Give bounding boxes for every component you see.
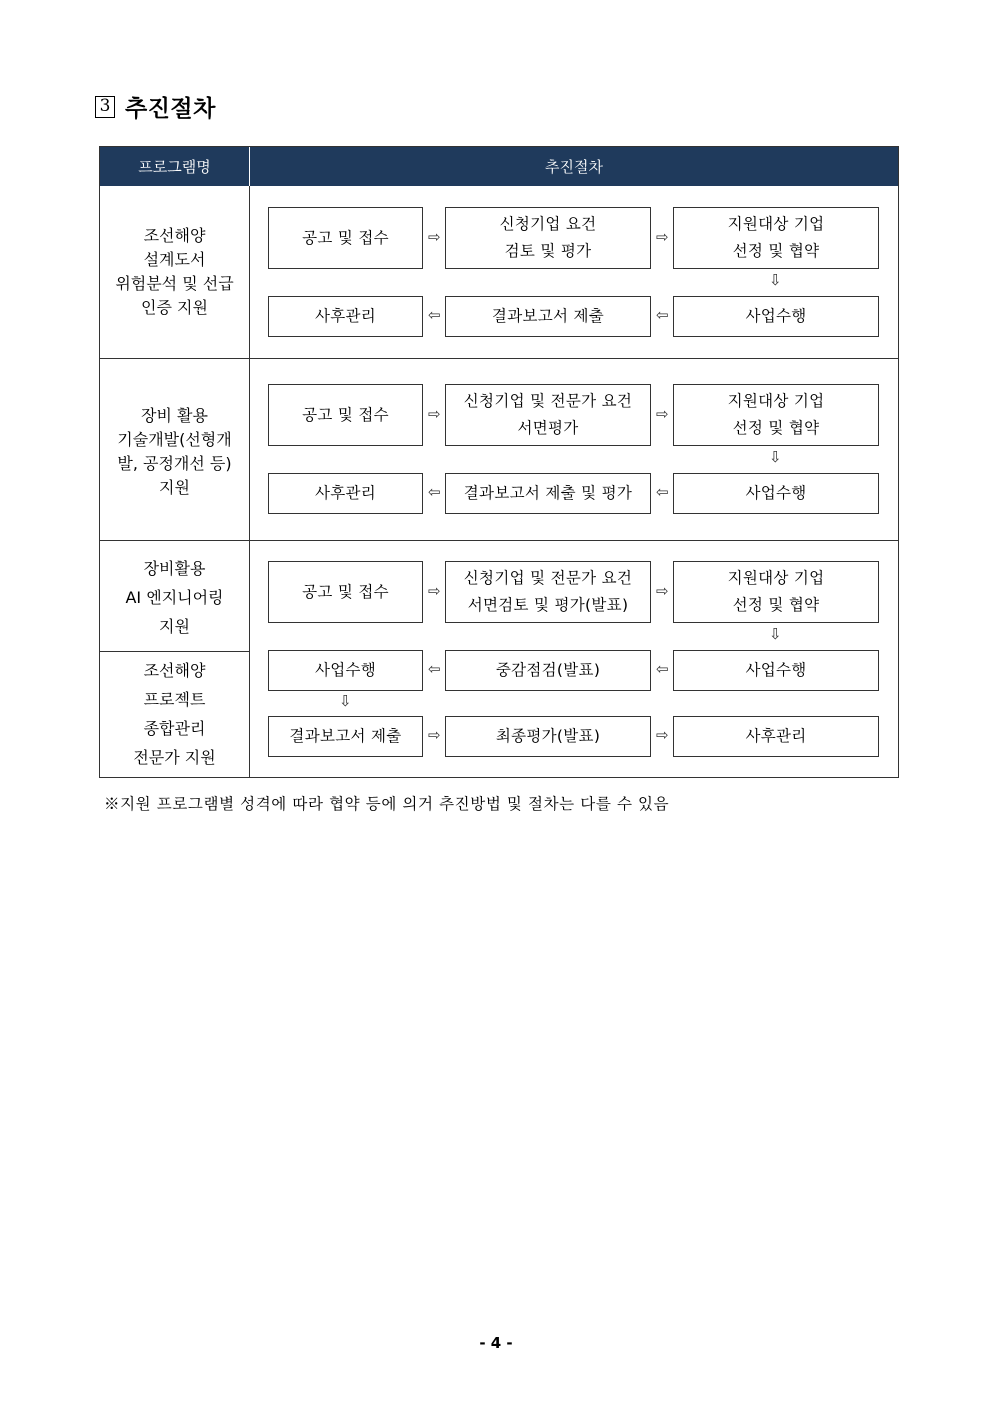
arrow-left-icon: ⇦ xyxy=(428,483,441,501)
step-box: 사업수행 xyxy=(673,296,879,337)
step-box: 지원대상 기업 선정 및 협약 xyxy=(673,207,879,269)
arrow-right-icon: ⇨ xyxy=(656,582,669,600)
step-box: 사업수행 xyxy=(673,473,879,514)
step-box: 공고 및 접수 xyxy=(268,561,423,623)
step-box: 중감점검(발표) xyxy=(445,650,651,691)
step-box: 지원대상 기업 선정 및 협약 xyxy=(673,384,879,446)
step-box: 신청기업 및 전문가 요건 서면검토 및 평가(발표) xyxy=(445,561,651,623)
header-procedure: 추진절차 xyxy=(545,158,603,176)
arrow-down-icon: ⇩ xyxy=(769,271,782,289)
step-box: 사후관리 xyxy=(673,716,879,757)
arrow-right-icon: ⇨ xyxy=(428,582,441,600)
step-box: 사업수행 xyxy=(268,650,423,691)
arrow-right-icon: ⇨ xyxy=(656,726,669,744)
arrow-down-icon: ⇩ xyxy=(769,625,782,643)
arrow-left-icon: ⇦ xyxy=(656,660,669,678)
program-name-4: 조선해양 프로젝트 종합관리 전문가 지원 xyxy=(133,661,216,767)
step-box: 공고 및 접수 xyxy=(268,207,423,269)
arrow-right-icon: ⇨ xyxy=(428,405,441,423)
step-box: 사후관리 xyxy=(268,296,423,337)
arrow-left-icon: ⇦ xyxy=(656,306,669,324)
arrow-right-icon: ⇨ xyxy=(656,228,669,246)
row-divider xyxy=(100,358,898,359)
row-divider xyxy=(100,651,249,652)
step-box: 결과보고서 제출 xyxy=(268,716,423,757)
table-header xyxy=(100,147,898,186)
step-box: 사후관리 xyxy=(268,473,423,514)
header-program: 프로그램명 xyxy=(100,147,250,186)
step-box: 지원대상 기업 선정 및 협약 xyxy=(673,561,879,623)
row-divider xyxy=(100,540,898,541)
footnote: ※지원 프로그램별 성격에 따라 협약 등에 의거 추진방법 및 절차는 다를 수 있음 xyxy=(104,795,670,813)
section-number-box: 3 xyxy=(95,96,115,118)
page-number: - 4 - xyxy=(479,1334,513,1352)
step-box: 결과보고서 제출 및 평가 xyxy=(445,473,651,514)
arrow-left-icon: ⇦ xyxy=(428,660,441,678)
step-box: 최종평가(발표) xyxy=(445,716,651,757)
section-title-text: 추진절차 xyxy=(125,96,216,122)
program-name-3: 장비활용 AI 엔지니어링 지원 xyxy=(125,558,224,636)
step-box: 신청기업 및 전문가 요건 서면평가 xyxy=(445,384,651,446)
procedure-table xyxy=(99,146,899,778)
arrow-right-icon: ⇨ xyxy=(428,228,441,246)
step-box: 결과보고서 제출 xyxy=(445,296,651,337)
arrow-down-icon: ⇩ xyxy=(339,692,352,710)
section-title xyxy=(95,90,216,123)
column-divider xyxy=(249,186,250,777)
arrow-right-icon: ⇨ xyxy=(656,405,669,423)
arrow-right-icon: ⇨ xyxy=(428,726,441,744)
arrow-down-icon: ⇩ xyxy=(769,448,782,466)
arrow-left-icon: ⇦ xyxy=(656,483,669,501)
arrow-left-icon: ⇦ xyxy=(428,306,441,324)
step-box: 신청기업 요건 검토 및 평가 xyxy=(445,207,651,269)
step-box: 사업수행 xyxy=(673,650,879,691)
step-box: 공고 및 접수 xyxy=(268,384,423,446)
program-name-1: 조선해양 설계도서 위험분석 및 선급 인증 지원 xyxy=(115,226,234,317)
program-name-2: 장비 활용 기술개발(선형개 발, 공정개선 등) 지원 xyxy=(117,406,232,497)
